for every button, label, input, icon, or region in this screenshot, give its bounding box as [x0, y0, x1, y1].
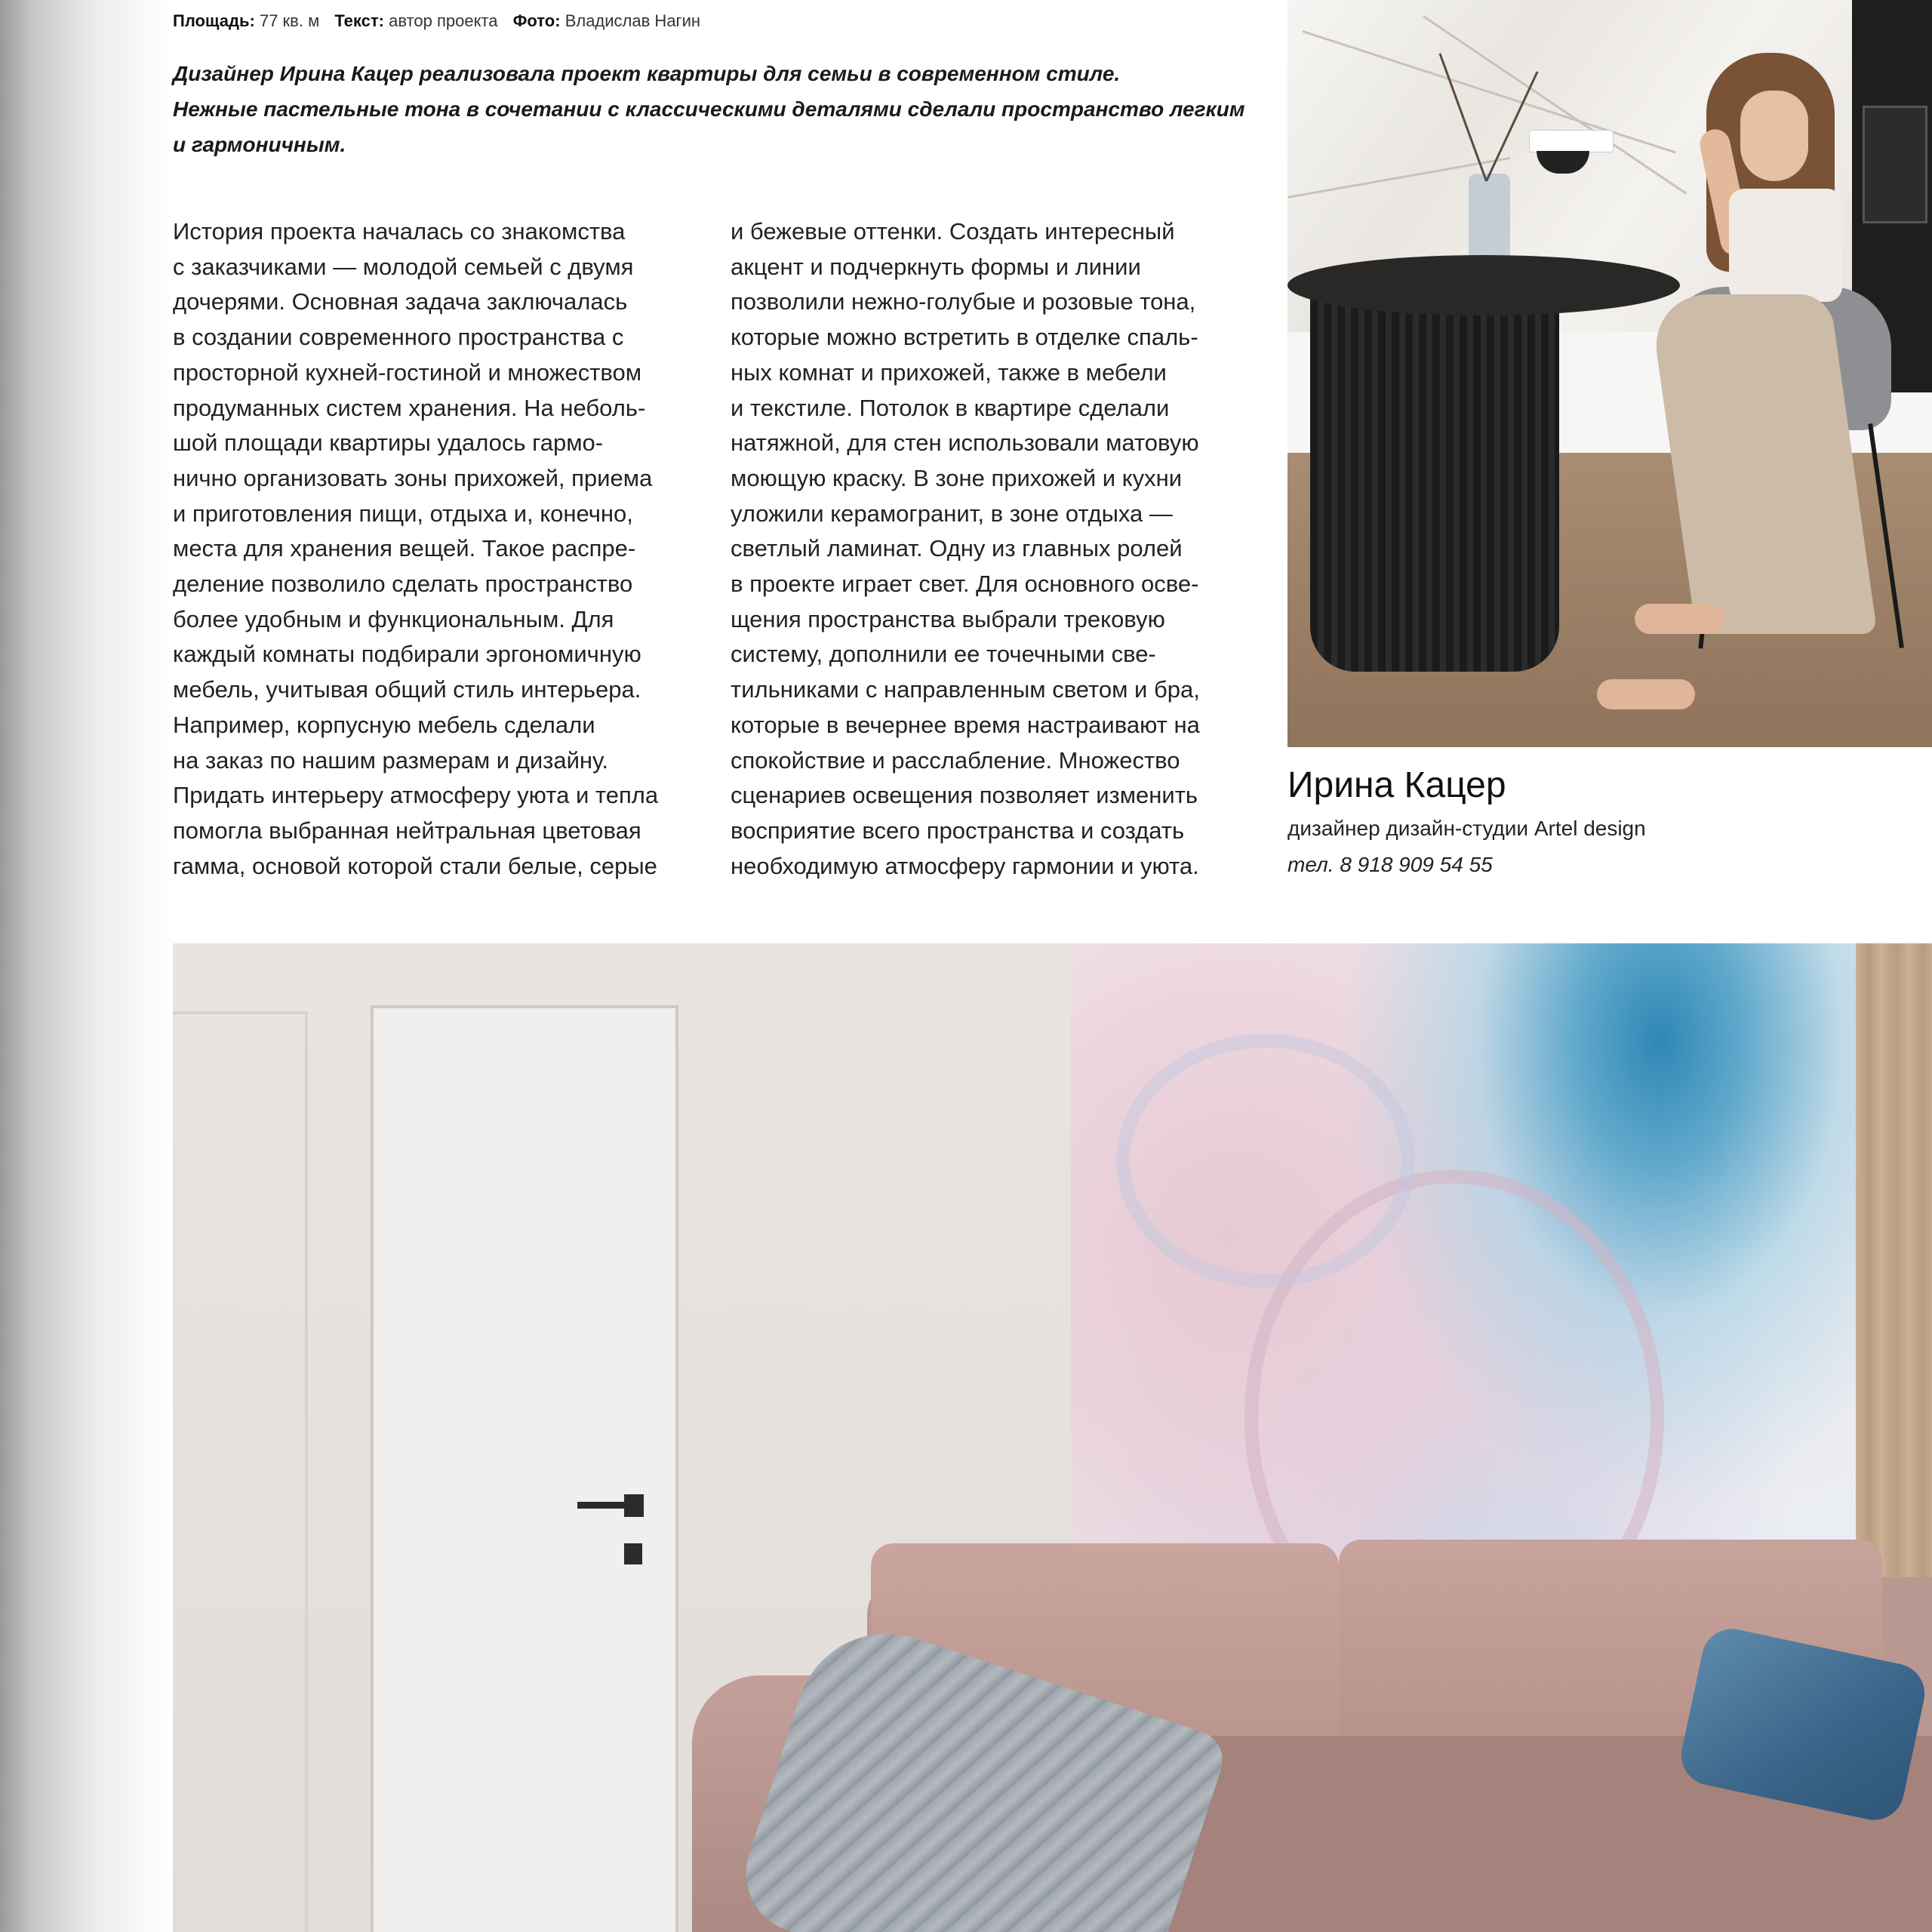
oven-door — [1863, 106, 1927, 223]
body-line: нично организовать зоны прихожей, приема — [173, 464, 653, 491]
credits-line — [173, 11, 700, 31]
area-value: 77 кв. м — [259, 11, 320, 30]
body-line: помогла выбранная нейтральная цветовая — [173, 817, 641, 844]
text-value: автор проекта — [389, 11, 498, 30]
body-line: моющую краску. В зоне прихожей и кухни — [731, 464, 1183, 491]
body-line: Например, корпусную мебель сделали — [173, 711, 595, 738]
body-line: продуманных систем хранения. На неболь- — [173, 394, 646, 421]
designer-role: дизайнер дизайн-студии Artel design — [1287, 817, 1646, 840]
body-line: и бежевые оттенки. Создать интересный — [731, 218, 1175, 245]
body-line: спокойствие и расслабление. Множество — [731, 746, 1180, 774]
body-line: натяжной, для стен использовали матовую — [731, 429, 1199, 457]
wall-socket — [1529, 130, 1614, 152]
body-line: места для хранения вещей. Такое распре- — [173, 535, 636, 562]
designer-portrait-photo — [1287, 0, 1932, 747]
body-column-1 — [173, 214, 716, 884]
foot — [1597, 679, 1695, 709]
designer-phone: тел. 8 918 909 54 55 — [1287, 853, 1493, 876]
area-label: Площадь: — [173, 11, 255, 30]
body-line: шой площади квартиры удалось гармо- — [173, 429, 604, 457]
body-line: деление позволило сделать пространство — [173, 571, 633, 598]
body-line: которые в вечернее время настраивают на — [731, 711, 1200, 738]
lead-line: Нежные пастельные тона в сочетании с классическими деталями сделали пространство легким — [173, 97, 1245, 121]
page-gutter-shadow — [0, 0, 174, 1932]
body-line: на заказ по нашим размерам и дизайну. — [173, 746, 609, 774]
body-line: История проекта началась со знакомства — [173, 218, 626, 245]
body-line: мебель, учитывая общий стиль интерьера. — [173, 676, 641, 703]
lead-line: и гармоничным. — [173, 133, 346, 156]
body-line: ных комнат и прихожей, также в мебели — [731, 358, 1167, 386]
table-top — [1287, 255, 1680, 315]
body-line: необходимую атмосферу гармонии и уюта. — [731, 852, 1199, 879]
text-label: Текст: — [334, 11, 384, 30]
photo-label: Фото: — [512, 11, 561, 30]
body-line: щения пространства выбрали трековую — [731, 605, 1165, 632]
body-line: позволили нежно-голубые и розовые тона, — [731, 288, 1196, 315]
door-lock — [624, 1543, 642, 1564]
body-line: систему, дополнили ее точечными све- — [731, 641, 1156, 668]
door-handle-rose — [624, 1494, 644, 1517]
body-line: Придать интерьеру атмосферу уюта и тепла — [173, 782, 659, 809]
lead-line: Дизайнер Ирина Кацер реализовала проект квартиры для семьи в современном стиле. — [173, 62, 1121, 85]
white-top — [1729, 189, 1842, 302]
table-base — [1310, 287, 1559, 672]
body-line: уложили керамогранит, в зоне отдыха — — [731, 500, 1173, 527]
body-line: в создании современного пространства с — [173, 324, 624, 351]
body-line: и текстиле. Потолок в квартире сделали — [731, 394, 1170, 421]
body-line: каждый комнаты подбирали эргономичную — [173, 641, 641, 668]
body-line: светлый ламинат. Одну из главных ролей — [731, 535, 1183, 562]
body-line: с заказчиками — молодой семьей с двумя — [173, 253, 634, 280]
body-line: дочерями. Основная задача заключалась — [173, 288, 628, 315]
body-line: просторной кухней-гостиной и множеством — [173, 358, 642, 386]
lead-paragraph — [173, 56, 1245, 162]
body-column-2 — [731, 214, 1274, 884]
face — [1740, 91, 1808, 181]
foot — [1635, 604, 1725, 634]
body-line: и приготовления пищи, отдыха и, конечно, — [173, 500, 633, 527]
body-line: более удобным и функциональным. Для — [173, 605, 614, 632]
art-swirl — [1116, 1034, 1415, 1287]
designer-name: Ирина Кацер — [1287, 765, 1506, 805]
body-line: гамма, основой которой стали белые, серые — [173, 852, 657, 879]
body-line: тильниками с направленным светом и бра, — [731, 676, 1200, 703]
body-line: сценариев освещения позволяет изменить — [731, 782, 1198, 809]
body-line: в проекте играет свет. Для основного осве- — [731, 571, 1199, 598]
photo-value: Владислав Нагин — [565, 11, 701, 30]
body-line: восприятие всего пространства и создать — [731, 817, 1185, 844]
body-line: акцент и подчеркнуть формы и линии — [731, 253, 1141, 280]
hidden-door — [371, 1005, 678, 1932]
wall-molding — [173, 1011, 308, 1932]
living-room-interior-photo — [173, 943, 1932, 1932]
body-line: которые можно встретить в отделке спаль- — [731, 324, 1198, 351]
